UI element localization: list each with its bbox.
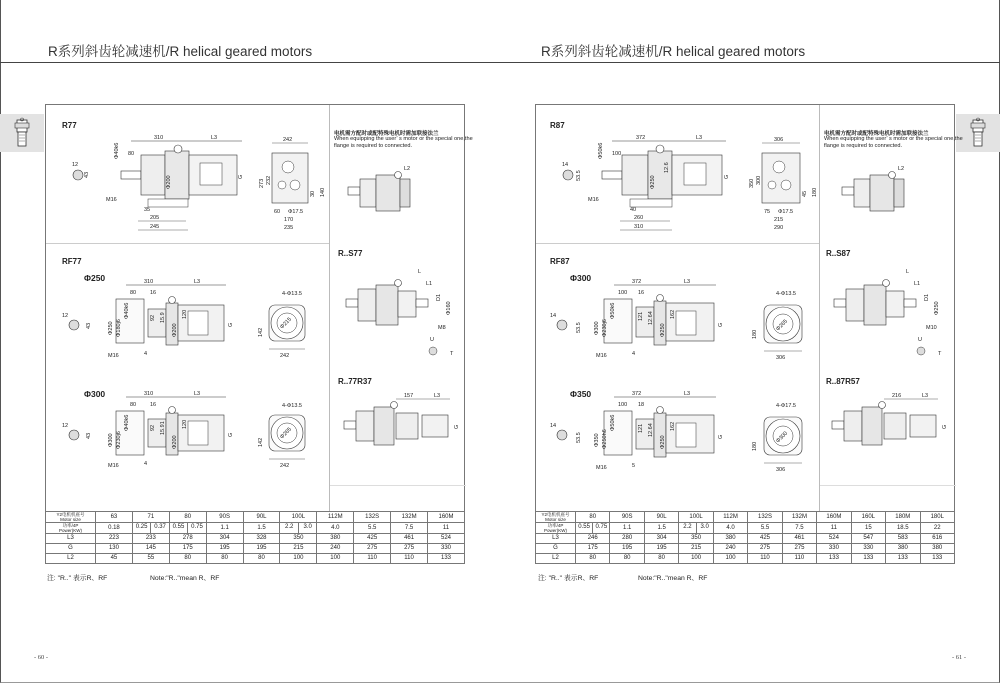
svg-text:80: 80 — [128, 151, 135, 157]
svg-text:L3: L3 — [696, 135, 703, 141]
svg-text:16: 16 — [638, 290, 645, 296]
model-label-r77: R77 — [62, 121, 77, 130]
svg-text:53.5: 53.5 — [576, 432, 582, 443]
svg-text:142: 142 — [258, 437, 264, 447]
model-label-rs77: R..S77 — [338, 249, 363, 258]
svg-text:M16: M16 — [108, 353, 119, 359]
svg-text:T: T — [938, 351, 942, 357]
svg-text:Φ50k6: Φ50k6 — [610, 414, 616, 431]
svg-text:G: G — [942, 424, 948, 429]
svg-text:Φ250: Φ250 — [108, 321, 114, 335]
svg-text:D1: D1 — [436, 293, 442, 301]
column-divider — [329, 105, 330, 511]
flange-label-300: Φ300 — [84, 389, 106, 399]
svg-text:Φ180j6: Φ180j6 — [116, 319, 122, 337]
svg-text:Φ230j6: Φ230j6 — [116, 431, 122, 449]
r77-drawing — [66, 133, 326, 233]
svg-text:260: 260 — [634, 215, 644, 221]
svg-text:30: 30 — [310, 190, 316, 197]
svg-text:170: 170 — [284, 217, 294, 223]
svg-text:235: 235 — [284, 225, 294, 231]
svg-text:5: 5 — [632, 463, 636, 469]
flange-note-en: When equipping the user’ s motor or the special one,the flange is required to connected. — [334, 136, 473, 149]
model-label-r77r37: R..77R37 — [338, 377, 372, 386]
svg-text:Φ265: Φ265 — [775, 318, 790, 333]
svg-text:Φ300: Φ300 — [108, 433, 114, 447]
svg-text:310: 310 — [634, 224, 644, 230]
svg-text:M16: M16 — [106, 197, 117, 203]
svg-text:M16: M16 — [108, 463, 119, 469]
rf87-phi300-drawing — [542, 277, 814, 377]
svg-text:L2: L2 — [404, 166, 411, 172]
svg-text:45: 45 — [802, 190, 808, 197]
svg-text:18: 18 — [638, 402, 645, 408]
svg-text:Φ250: Φ250 — [660, 435, 666, 449]
side-divider — [820, 485, 956, 486]
table-row-l2: L2 45 55 80 80 80 100 100 110 110 133 — [46, 554, 465, 564]
table-row-motor-size: Y2电机机座号 Motor size 63 71 80 90S 90L 100L 112M 132S 132M 160M — [46, 512, 465, 523]
page-number: - 61 - — [952, 654, 967, 661]
svg-text:215: 215 — [774, 217, 784, 223]
svg-text:310: 310 — [154, 135, 164, 141]
row-divider — [536, 243, 819, 244]
svg-text:Φ50k6: Φ50k6 — [610, 302, 616, 319]
svg-text:L3: L3 — [194, 391, 201, 397]
svg-text:157: 157 — [404, 393, 414, 399]
table-row-motor-size: Y2电机机座号 Motor size 80 90S 90L 100L 112M 132S 132M 160M 160L 180M 180L — [536, 512, 955, 523]
svg-text:75: 75 — [764, 209, 771, 215]
r87-drawing — [550, 133, 816, 233]
svg-text:180: 180 — [752, 329, 758, 339]
svg-text:4-Φ13.5: 4-Φ13.5 — [282, 403, 302, 409]
svg-text:M16: M16 — [596, 465, 607, 471]
table-row-l2: L2 80 80 80 100 100 110 110 133 133 133 133 — [536, 554, 955, 564]
svg-text:162: 162 — [670, 421, 676, 431]
svg-text:L: L — [906, 269, 910, 275]
table-row-l3: L3 223 233 278 304 328 350 380 425 461 524 — [46, 534, 465, 544]
svg-text:Φ250h6: Φ250h6 — [602, 429, 608, 449]
footnote-cn: 注: "R.." 表示R、RF — [538, 575, 599, 582]
svg-text:350: 350 — [749, 178, 755, 188]
r77r37-drawing — [340, 393, 464, 453]
svg-text:G: G — [454, 424, 460, 429]
svg-text:12: 12 — [62, 423, 69, 429]
svg-text:14: 14 — [562, 162, 569, 168]
svg-text:L3: L3 — [211, 135, 218, 141]
svg-text:Φ215: Φ215 — [279, 316, 294, 331]
table-row-l3: L3 246 280 304 350 380 425 461 524 547 583 616 — [536, 534, 955, 544]
svg-text:Φ250: Φ250 — [660, 323, 666, 337]
svg-text:60: 60 — [274, 209, 281, 215]
flange-note-en: When equipping the user’ s motor or the special one,the flange is required to connected. — [824, 136, 963, 149]
rf77-phi300-drawing — [54, 393, 324, 493]
svg-text:U: U — [430, 337, 434, 343]
table-row-g: G 130 145 175 195 195 215 240 275 275 330 — [46, 544, 465, 554]
svg-text:35: 35 — [144, 207, 151, 213]
section-tab[interactable] — [0, 114, 44, 152]
svg-text:242: 242 — [280, 463, 290, 469]
svg-text:232: 232 — [266, 175, 272, 185]
svg-text:216: 216 — [892, 393, 902, 399]
svg-text:121: 121 — [638, 423, 644, 433]
svg-text:372: 372 — [636, 135, 646, 141]
svg-text:40: 40 — [630, 207, 637, 213]
flange-label-250: Φ250 — [84, 273, 106, 283]
svg-text:15.91: 15.91 — [160, 421, 166, 435]
svg-text:273: 273 — [259, 178, 265, 188]
footnote-cn: 注: "R.." 表示R、RF — [47, 575, 108, 582]
svg-text:180: 180 — [812, 187, 818, 197]
drawing-frame — [45, 104, 473, 512]
svg-text:43: 43 — [86, 432, 92, 439]
svg-text:4: 4 — [144, 351, 148, 357]
model-label-rf87: RF87 — [550, 257, 570, 266]
rs87-drawing — [828, 265, 948, 365]
svg-text:306: 306 — [776, 355, 786, 361]
svg-text:Φ250: Φ250 — [650, 175, 656, 189]
svg-text:Φ350: Φ350 — [594, 433, 600, 447]
svg-text:T: T — [450, 351, 454, 357]
rf77-phi250-drawing — [54, 277, 324, 377]
svg-text:242: 242 — [280, 353, 290, 359]
svg-text:180: 180 — [752, 441, 758, 451]
svg-text:306: 306 — [776, 467, 786, 473]
drawing-frame — [535, 104, 963, 512]
svg-text:G: G — [228, 432, 234, 437]
svg-text:43: 43 — [84, 171, 90, 178]
spec-table — [45, 511, 465, 564]
svg-text:43: 43 — [86, 322, 92, 329]
svg-text:4-Φ17.5: 4-Φ17.5 — [776, 403, 796, 409]
table-row-power: 功率/4P Power(KW) 0.18 0.25 0.37 0.55 0.75 1.1 1.5 2.2 3.0 4.0 5.5 7.5 11 — [46, 523, 465, 534]
table-row-power: 功率/4P Power(KW) 0.55 0.75 1.1 1.5 2.2 3.0 4.0 5.5 7.5 11 15 18.5 22 — [536, 523, 955, 534]
svg-text:L3: L3 — [434, 393, 441, 399]
svg-text:U: U — [918, 337, 922, 343]
svg-text:L3: L3 — [684, 391, 691, 397]
svg-text:100: 100 — [612, 151, 622, 157]
svg-text:16: 16 — [150, 290, 157, 296]
svg-text:L3: L3 — [194, 279, 201, 285]
svg-text:162: 162 — [670, 309, 676, 319]
page-header-title: R系列斜齿轮减速机/R helical geared motors — [541, 44, 806, 59]
svg-text:242: 242 — [283, 137, 293, 143]
svg-text:Φ200: Φ200 — [166, 175, 172, 189]
svg-text:Φ250: Φ250 — [934, 301, 940, 315]
svg-text:L1: L1 — [426, 281, 433, 287]
svg-text:16: 16 — [150, 402, 157, 408]
model-label-r87: R87 — [550, 121, 565, 130]
svg-text:92: 92 — [150, 314, 156, 321]
svg-text:L3: L3 — [922, 393, 929, 399]
svg-text:Φ50k6: Φ50k6 — [598, 142, 604, 159]
svg-text:Φ265: Φ265 — [279, 426, 294, 441]
svg-text:245: 245 — [150, 224, 160, 230]
svg-text:53.5: 53.5 — [576, 322, 582, 333]
svg-text:290: 290 — [774, 225, 784, 231]
svg-text:L1: L1 — [914, 281, 921, 287]
svg-text:12.64: 12.64 — [648, 311, 654, 325]
flange-label-300: Φ300 — [570, 273, 592, 283]
svg-text:12: 12 — [62, 313, 69, 319]
gear-motor-icon — [967, 117, 989, 149]
svg-text:4: 4 — [632, 351, 636, 357]
svg-text:G: G — [724, 174, 730, 179]
page-number: - 60 - — [34, 654, 49, 661]
model-label-rs87: R..S87 — [826, 249, 851, 258]
svg-text:142: 142 — [258, 327, 264, 337]
gear-motor-icon — [11, 117, 33, 149]
svg-text:Φ17.5: Φ17.5 — [288, 209, 304, 215]
svg-text:205: 205 — [150, 215, 160, 221]
svg-text:4-Φ13.5: 4-Φ13.5 — [776, 291, 796, 297]
footnote-en: Note:"R.."mean R、RF — [638, 575, 708, 582]
svg-text:372: 372 — [632, 279, 642, 285]
svg-text:D1: D1 — [924, 293, 930, 301]
svg-text:92: 92 — [150, 424, 156, 431]
flange-note-cn: 电机需方配时或配特殊电机时需加联接法兰 — [334, 131, 439, 137]
svg-text:140: 140 — [320, 187, 326, 197]
svg-text:310: 310 — [144, 391, 154, 397]
svg-text:14: 14 — [550, 313, 557, 319]
svg-text:12.6: 12.6 — [664, 162, 670, 173]
svg-text:Φ160: Φ160 — [446, 301, 452, 315]
svg-text:372: 372 — [632, 391, 642, 397]
svg-text:M16: M16 — [596, 353, 607, 359]
page-header-title: R系列斜齿轮减速机/R helical geared motors — [48, 44, 313, 59]
svg-text:306: 306 — [774, 137, 784, 143]
side-divider — [330, 485, 466, 486]
svg-text:Φ40k6: Φ40k6 — [124, 302, 130, 319]
svg-text:310: 310 — [144, 279, 154, 285]
flange-note-cn: 电机需方配时或配特殊电机时需加联接法兰 — [824, 131, 929, 137]
svg-text:Φ40k6: Φ40k6 — [124, 414, 130, 431]
svg-text:Φ200: Φ200 — [172, 323, 178, 337]
svg-text:80: 80 — [130, 402, 137, 408]
flange-adapter-drawing — [836, 165, 946, 235]
svg-text:G: G — [238, 174, 244, 179]
svg-text:12.64: 12.64 — [648, 423, 654, 437]
svg-text:4: 4 — [144, 461, 148, 467]
svg-text:120: 120 — [182, 309, 188, 319]
column-divider — [819, 105, 820, 511]
model-label-r87r57: R..87R57 — [826, 377, 860, 386]
model-label-rf77: RF77 — [62, 257, 82, 266]
svg-text:L3: L3 — [684, 279, 691, 285]
svg-text:G: G — [718, 322, 724, 327]
header-rule — [0, 62, 500, 63]
svg-text:4-Φ13.5: 4-Φ13.5 — [282, 291, 302, 297]
spec-table — [535, 511, 955, 564]
svg-text:12: 12 — [72, 162, 79, 168]
svg-text:G: G — [228, 322, 234, 327]
footnote-en: Note:"R.."mean R、RF — [150, 575, 220, 582]
svg-text:M10: M10 — [926, 325, 937, 331]
svg-text:14: 14 — [550, 423, 557, 429]
row-divider — [46, 243, 329, 244]
svg-text:L2: L2 — [898, 166, 905, 172]
svg-text:Φ230j6: Φ230j6 — [602, 319, 608, 337]
svg-text:G: G — [718, 434, 724, 439]
svg-text:M8: M8 — [438, 325, 446, 331]
svg-text:80: 80 — [130, 290, 137, 296]
svg-text:Φ200: Φ200 — [172, 435, 178, 449]
rs77-drawing — [340, 265, 460, 365]
svg-text:120: 120 — [182, 419, 188, 429]
header-rule — [500, 62, 1000, 63]
svg-text:15.9: 15.9 — [160, 312, 166, 323]
svg-text:121: 121 — [638, 311, 644, 321]
svg-text:Φ40k6: Φ40k6 — [114, 142, 120, 159]
table-row-g: G 175 195 195 215 240 275 275 330 330 380 380 — [536, 544, 955, 554]
flange-label-350: Φ350 — [570, 389, 592, 399]
svg-text:Φ300: Φ300 — [594, 321, 600, 335]
svg-text:53.5: 53.5 — [576, 170, 582, 181]
rf87-phi350-drawing — [542, 393, 814, 493]
svg-text:100: 100 — [618, 402, 628, 408]
svg-text:300: 300 — [756, 175, 762, 185]
svg-text:M16: M16 — [588, 197, 599, 203]
flange-adapter-drawing — [342, 165, 452, 235]
r87r57-drawing — [828, 393, 952, 453]
svg-text:L: L — [418, 269, 422, 275]
right-page — [500, 0, 1000, 683]
svg-text:100: 100 — [618, 290, 628, 296]
svg-text:Φ17.5: Φ17.5 — [778, 209, 794, 215]
svg-text:Φ300: Φ300 — [775, 430, 790, 445]
